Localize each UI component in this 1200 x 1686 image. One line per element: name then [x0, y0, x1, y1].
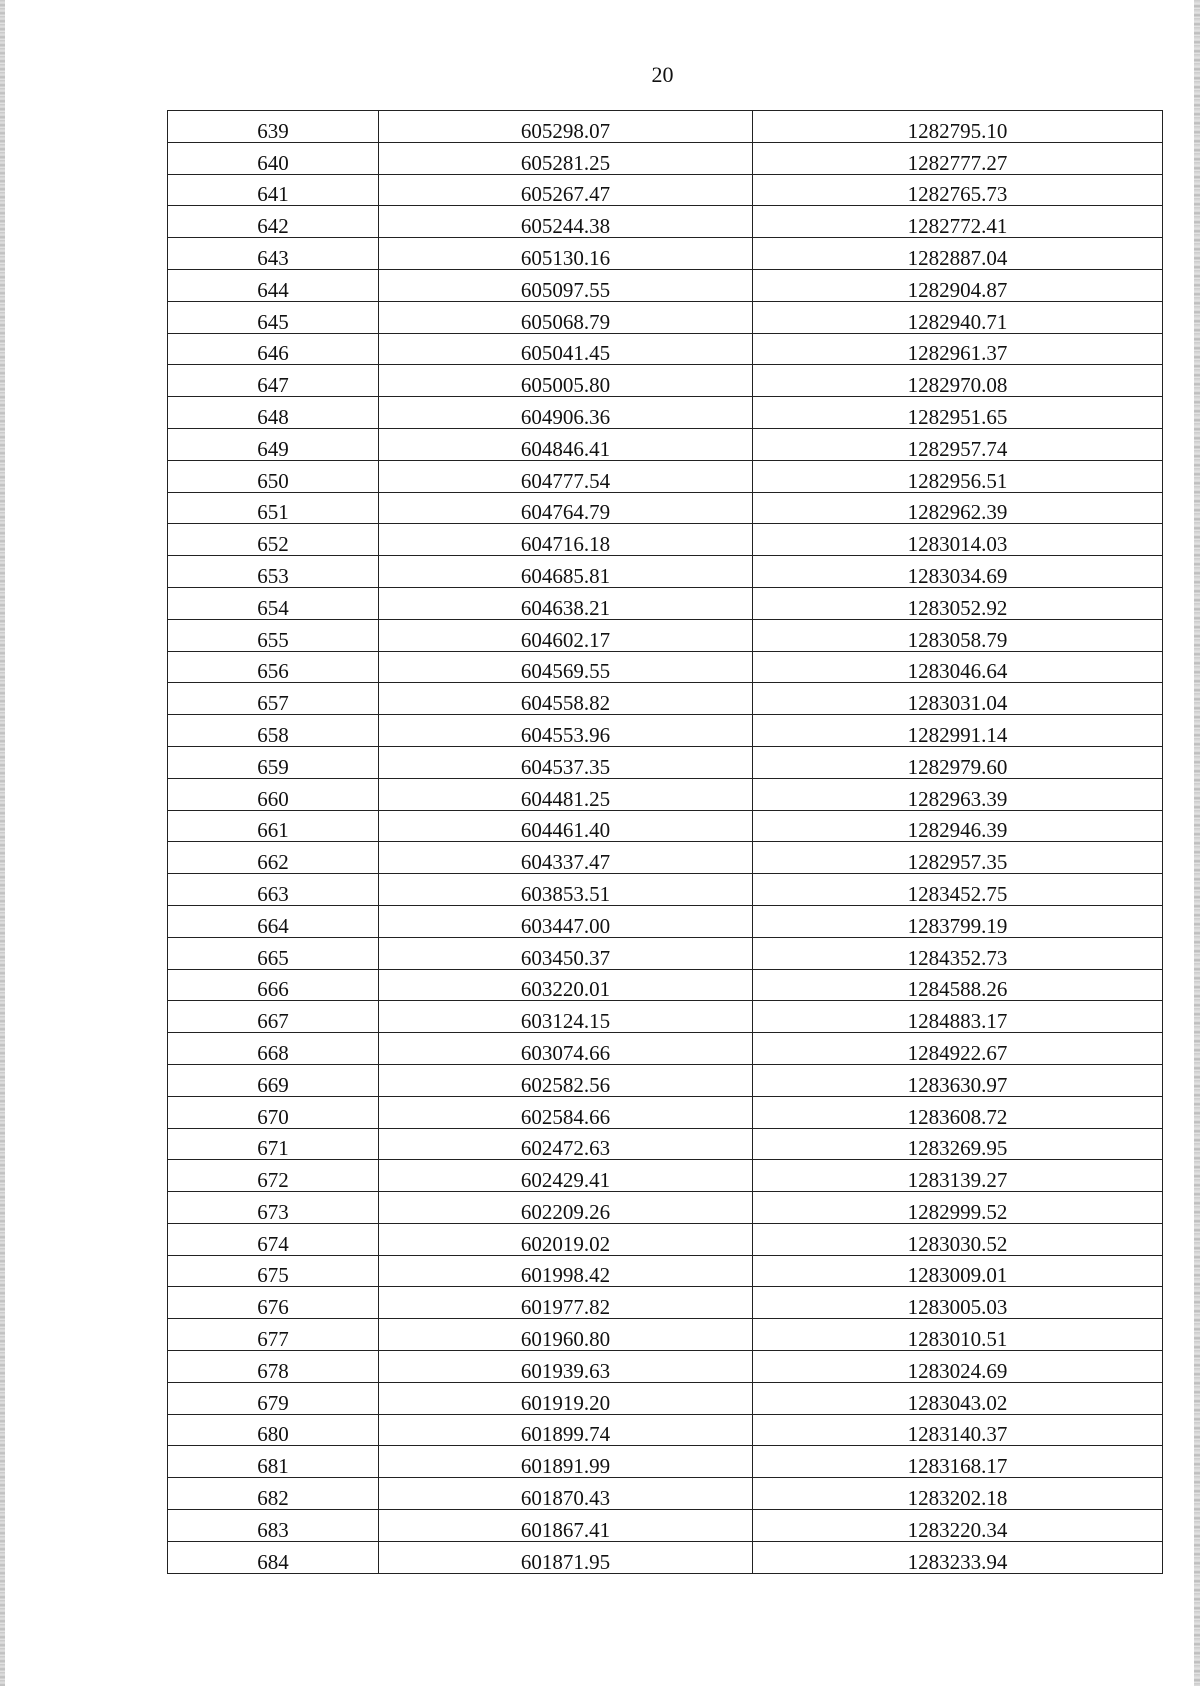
- table-row: [168, 1414, 1163, 1446]
- y-coordinate-cell: 1283630.97: [753, 1064, 1163, 1096]
- y-coordinate-cell: 1282956.51: [753, 460, 1163, 492]
- y-coordinate-cell: 1283024.69: [753, 1351, 1163, 1383]
- point-number-cell: 648: [168, 397, 379, 429]
- x-coordinate-cell: 602472.63: [379, 1128, 753, 1160]
- point-number-cell: 679: [168, 1382, 379, 1414]
- point-number-cell: 683: [168, 1510, 379, 1542]
- y-coordinate-cell: 1283168.17: [753, 1446, 1163, 1478]
- y-coordinate-cell: 1283139.27: [753, 1160, 1163, 1192]
- table-row: [168, 1319, 1163, 1351]
- point-number-cell: 659: [168, 746, 379, 778]
- y-coordinate-cell: 1282772.41: [753, 206, 1163, 238]
- point-number-cell: 656: [168, 651, 379, 683]
- point-number-cell: 663: [168, 874, 379, 906]
- point-number-cell: 669: [168, 1064, 379, 1096]
- point-number-cell: 666: [168, 969, 379, 1001]
- table-row: [168, 238, 1163, 270]
- x-coordinate-cell: 604337.47: [379, 842, 753, 874]
- table-row: [168, 746, 1163, 778]
- x-coordinate-cell: 602019.02: [379, 1223, 753, 1255]
- point-number-cell: 647: [168, 365, 379, 397]
- x-coordinate-cell: 604558.82: [379, 683, 753, 715]
- x-coordinate-cell: 604716.18: [379, 524, 753, 556]
- point-number-cell: 661: [168, 810, 379, 842]
- x-coordinate-cell: 601998.42: [379, 1255, 753, 1287]
- point-number-cell: 649: [168, 428, 379, 460]
- y-coordinate-cell: 1282765.73: [753, 174, 1163, 206]
- x-coordinate-cell: 601871.95: [379, 1541, 753, 1573]
- y-coordinate-cell: 1282963.39: [753, 778, 1163, 810]
- point-number-cell: 671: [168, 1128, 379, 1160]
- point-number-cell: 655: [168, 619, 379, 651]
- point-number-cell: 672: [168, 1160, 379, 1192]
- table-row: [168, 111, 1163, 143]
- point-number-cell: 651: [168, 492, 379, 524]
- x-coordinate-cell: 601960.80: [379, 1319, 753, 1351]
- y-coordinate-cell: 1282887.04: [753, 238, 1163, 270]
- x-coordinate-cell: 605005.80: [379, 365, 753, 397]
- x-coordinate-cell: 605068.79: [379, 301, 753, 333]
- table-row: [168, 1541, 1163, 1573]
- x-coordinate-cell: 604602.17: [379, 619, 753, 651]
- y-coordinate-cell: 1282777.27: [753, 142, 1163, 174]
- y-coordinate-cell: 1283058.79: [753, 619, 1163, 651]
- table-row: [168, 810, 1163, 842]
- table-row: [168, 1096, 1163, 1128]
- y-coordinate-cell: 1283269.95: [753, 1128, 1163, 1160]
- x-coordinate-cell: 604846.41: [379, 428, 753, 460]
- y-coordinate-cell: 1282946.39: [753, 810, 1163, 842]
- point-number-cell: 639: [168, 111, 379, 143]
- table-row: [168, 269, 1163, 301]
- x-coordinate-cell: 605097.55: [379, 269, 753, 301]
- table-row: [168, 1351, 1163, 1383]
- x-coordinate-cell: 602584.66: [379, 1096, 753, 1128]
- x-coordinate-cell: 603853.51: [379, 874, 753, 906]
- x-coordinate-cell: 604553.96: [379, 715, 753, 747]
- point-number-cell: 654: [168, 587, 379, 619]
- point-number-cell: 664: [168, 905, 379, 937]
- x-coordinate-cell: 605130.16: [379, 238, 753, 270]
- scan-edge-right: [1194, 0, 1200, 1686]
- x-coordinate-cell: 605281.25: [379, 142, 753, 174]
- table-row: [168, 969, 1163, 1001]
- x-coordinate-cell: 601919.20: [379, 1382, 753, 1414]
- y-coordinate-cell: 1282904.87: [753, 269, 1163, 301]
- y-coordinate-cell: 1283031.04: [753, 683, 1163, 715]
- x-coordinate-cell: 601867.41: [379, 1510, 753, 1542]
- x-coordinate-cell: 603447.00: [379, 905, 753, 937]
- point-number-cell: 678: [168, 1351, 379, 1383]
- table-row: [168, 1128, 1163, 1160]
- y-coordinate-cell: 1283030.52: [753, 1223, 1163, 1255]
- x-coordinate-cell: 604569.55: [379, 651, 753, 683]
- x-coordinate-cell: 604906.36: [379, 397, 753, 429]
- table-row: [168, 937, 1163, 969]
- table-row: [168, 1223, 1163, 1255]
- y-coordinate-cell: 1283799.19: [753, 905, 1163, 937]
- point-number-cell: 652: [168, 524, 379, 556]
- table-row: [168, 1064, 1163, 1096]
- table-row: [168, 1510, 1163, 1542]
- y-coordinate-cell: 1283052.92: [753, 587, 1163, 619]
- y-coordinate-cell: 1283233.94: [753, 1541, 1163, 1573]
- x-coordinate-cell: 602582.56: [379, 1064, 753, 1096]
- table-row: [168, 651, 1163, 683]
- x-coordinate-cell: 602429.41: [379, 1160, 753, 1192]
- x-coordinate-cell: 605298.07: [379, 111, 753, 143]
- x-coordinate-cell: 601939.63: [379, 1351, 753, 1383]
- table-row: [168, 1478, 1163, 1510]
- y-coordinate-cell: 1283010.51: [753, 1319, 1163, 1351]
- table-row: [168, 683, 1163, 715]
- y-coordinate-cell: 1283009.01: [753, 1255, 1163, 1287]
- point-number-cell: 646: [168, 333, 379, 365]
- y-coordinate-cell: 1284883.17: [753, 1001, 1163, 1033]
- x-coordinate-cell: 601891.99: [379, 1446, 753, 1478]
- table-row: [168, 1160, 1163, 1192]
- table-row: [168, 1382, 1163, 1414]
- table-row: [168, 619, 1163, 651]
- x-coordinate-cell: 604537.35: [379, 746, 753, 778]
- y-coordinate-cell: 1283034.69: [753, 556, 1163, 588]
- table-row: [168, 715, 1163, 747]
- y-coordinate-cell: 1282957.35: [753, 842, 1163, 874]
- table-row: [168, 492, 1163, 524]
- point-number-cell: 668: [168, 1033, 379, 1065]
- y-coordinate-cell: 1284352.73: [753, 937, 1163, 969]
- coordinates-table: [167, 110, 1163, 1574]
- x-coordinate-cell: 604685.81: [379, 556, 753, 588]
- point-number-cell: 684: [168, 1541, 379, 1573]
- table-row: [168, 587, 1163, 619]
- y-coordinate-cell: 1284922.67: [753, 1033, 1163, 1065]
- table-row: [168, 1287, 1163, 1319]
- table-row: [168, 556, 1163, 588]
- table-row: [168, 874, 1163, 906]
- y-coordinate-cell: 1282940.71: [753, 301, 1163, 333]
- x-coordinate-cell: 604481.25: [379, 778, 753, 810]
- x-coordinate-cell: 601977.82: [379, 1287, 753, 1319]
- point-number-cell: 682: [168, 1478, 379, 1510]
- point-number-cell: 643: [168, 238, 379, 270]
- point-number-cell: 658: [168, 715, 379, 747]
- y-coordinate-cell: 1282951.65: [753, 397, 1163, 429]
- x-coordinate-cell: 603450.37: [379, 937, 753, 969]
- x-coordinate-cell: 601899.74: [379, 1414, 753, 1446]
- table-row: [168, 1255, 1163, 1287]
- x-coordinate-cell: 605244.38: [379, 206, 753, 238]
- table-row: [168, 206, 1163, 238]
- x-coordinate-cell: 603124.15: [379, 1001, 753, 1033]
- y-coordinate-cell: 1283046.64: [753, 651, 1163, 683]
- x-coordinate-cell: 604461.40: [379, 810, 753, 842]
- y-coordinate-cell: 1283043.02: [753, 1382, 1163, 1414]
- page-number: 20: [651, 62, 674, 87]
- point-number-cell: 650: [168, 460, 379, 492]
- point-number-cell: 660: [168, 778, 379, 810]
- point-number-cell: 641: [168, 174, 379, 206]
- point-number-cell: 676: [168, 1287, 379, 1319]
- x-coordinate-cell: 603074.66: [379, 1033, 753, 1065]
- x-coordinate-cell: 601870.43: [379, 1478, 753, 1510]
- point-number-cell: 670: [168, 1096, 379, 1128]
- y-coordinate-cell: 1283202.18: [753, 1478, 1163, 1510]
- table-row: [168, 1033, 1163, 1065]
- y-coordinate-cell: 1283452.75: [753, 874, 1163, 906]
- y-coordinate-cell: 1283140.37: [753, 1414, 1163, 1446]
- x-coordinate-cell: 604764.79: [379, 492, 753, 524]
- point-number-cell: 665: [168, 937, 379, 969]
- y-coordinate-cell: 1282999.52: [753, 1192, 1163, 1224]
- y-coordinate-cell: 1282795.10: [753, 111, 1163, 143]
- x-coordinate-cell: 602209.26: [379, 1192, 753, 1224]
- point-number-cell: 677: [168, 1319, 379, 1351]
- y-coordinate-cell: 1282962.39: [753, 492, 1163, 524]
- point-number-cell: 675: [168, 1255, 379, 1287]
- table-row: [168, 778, 1163, 810]
- table-row: [168, 365, 1163, 397]
- y-coordinate-cell: 1282970.08: [753, 365, 1163, 397]
- table-row: [168, 1446, 1163, 1478]
- point-number-cell: 640: [168, 142, 379, 174]
- table-row: [168, 397, 1163, 429]
- x-coordinate-cell: 603220.01: [379, 969, 753, 1001]
- scan-edge-left: [0, 0, 5, 1686]
- point-number-cell: 667: [168, 1001, 379, 1033]
- y-coordinate-cell: 1283014.03: [753, 524, 1163, 556]
- x-coordinate-cell: 604638.21: [379, 587, 753, 619]
- table-row: [168, 301, 1163, 333]
- point-number-cell: 645: [168, 301, 379, 333]
- table-row: [168, 1001, 1163, 1033]
- y-coordinate-cell: 1284588.26: [753, 969, 1163, 1001]
- point-number-cell: 681: [168, 1446, 379, 1478]
- point-number-cell: 642: [168, 206, 379, 238]
- point-number-cell: 644: [168, 269, 379, 301]
- table-row: [168, 524, 1163, 556]
- point-number-cell: 662: [168, 842, 379, 874]
- coordinates-table-body: [168, 111, 1163, 1574]
- y-coordinate-cell: 1282957.74: [753, 428, 1163, 460]
- point-number-cell: 657: [168, 683, 379, 715]
- y-coordinate-cell: 1283005.03: [753, 1287, 1163, 1319]
- table-row: [168, 905, 1163, 937]
- table-row: [168, 842, 1163, 874]
- table-row: [168, 428, 1163, 460]
- table-row: [168, 333, 1163, 365]
- table-row: [168, 142, 1163, 174]
- table-row: [168, 460, 1163, 492]
- x-coordinate-cell: 605041.45: [379, 333, 753, 365]
- y-coordinate-cell: 1283608.72: [753, 1096, 1163, 1128]
- y-coordinate-cell: 1282979.60: [753, 746, 1163, 778]
- y-coordinate-cell: 1282961.37: [753, 333, 1163, 365]
- y-coordinate-cell: 1283220.34: [753, 1510, 1163, 1542]
- y-coordinate-cell: 1282991.14: [753, 715, 1163, 747]
- point-number-cell: 653: [168, 556, 379, 588]
- x-coordinate-cell: 604777.54: [379, 460, 753, 492]
- x-coordinate-cell: 605267.47: [379, 174, 753, 206]
- table-row: [168, 174, 1163, 206]
- point-number-cell: 674: [168, 1223, 379, 1255]
- point-number-cell: 673: [168, 1192, 379, 1224]
- point-number-cell: 680: [168, 1414, 379, 1446]
- table-row: [168, 1192, 1163, 1224]
